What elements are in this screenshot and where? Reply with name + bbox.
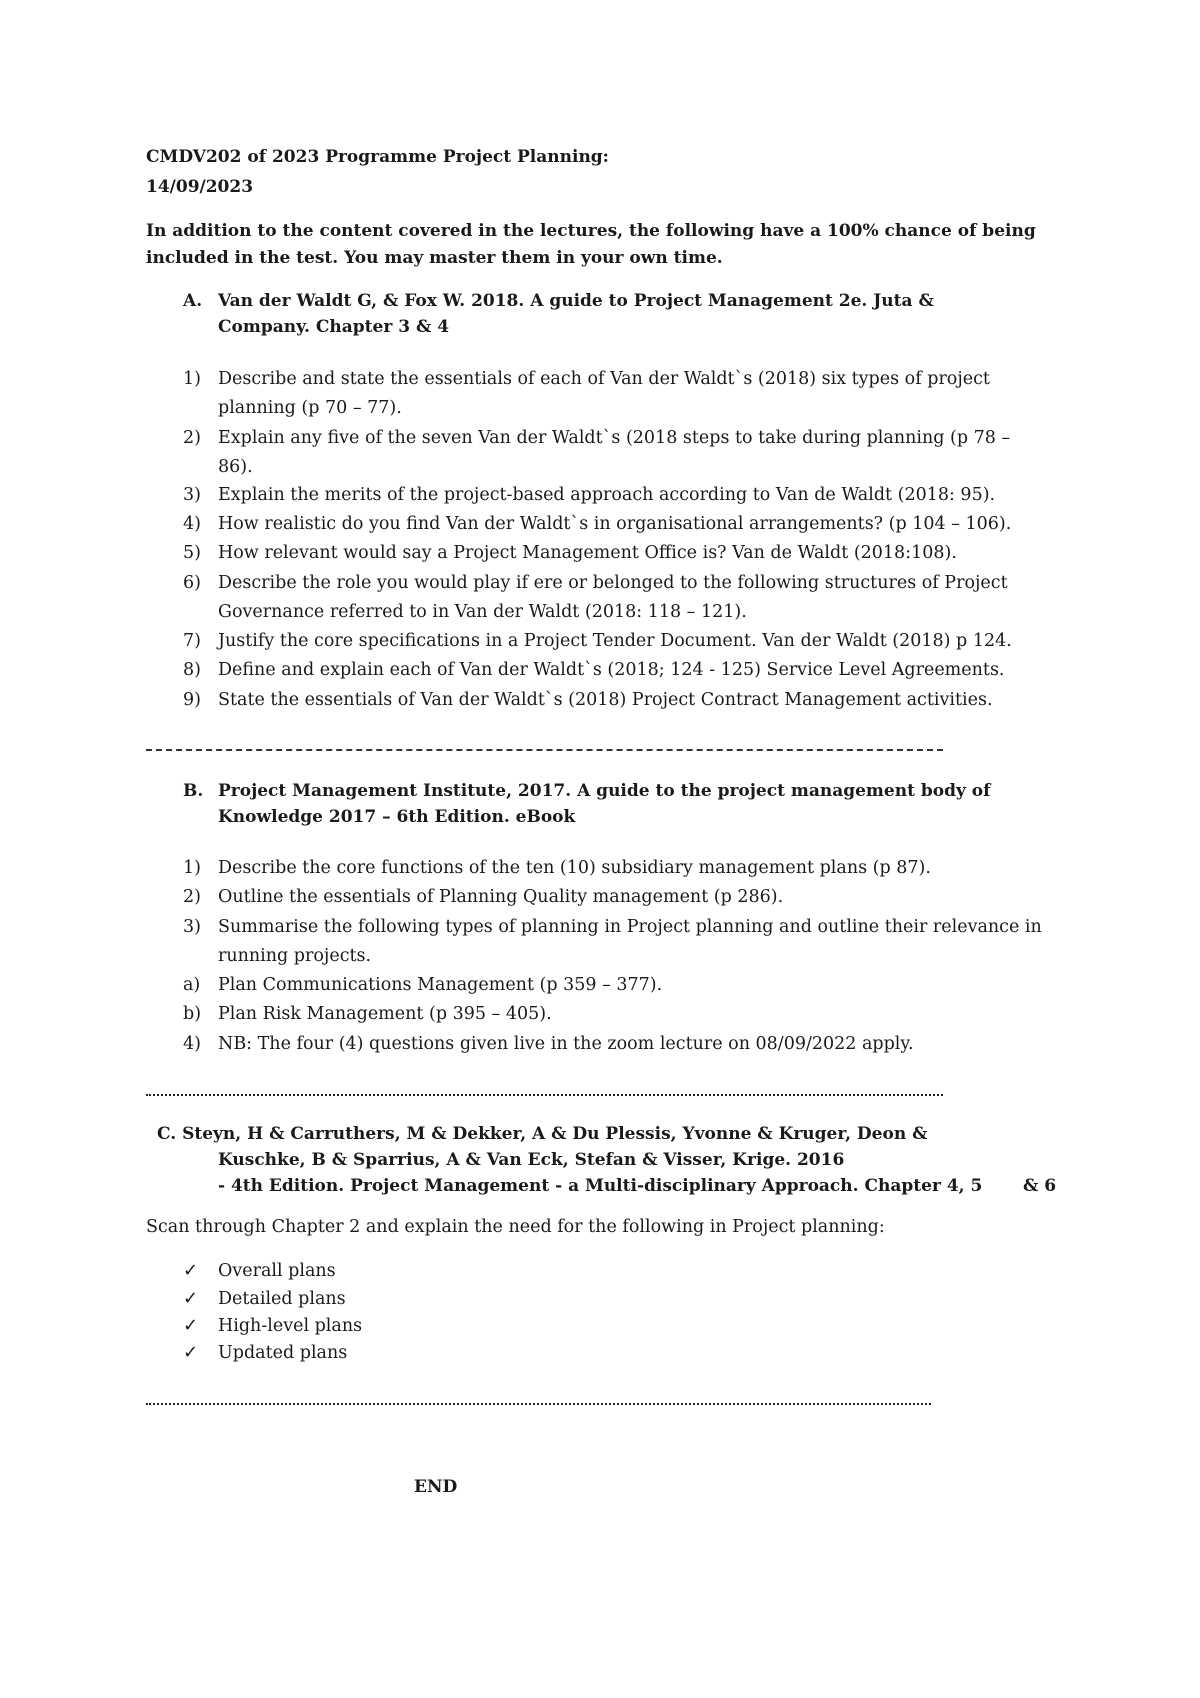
list-item-number: 4) [183,514,201,534]
document-date: 14/09/2023 [146,177,254,197]
section-b-reference-line-1: Project Management Institute, 2017. A guide to the project management body of [218,781,991,801]
list-item: How relevant would say a Project Management Office is? Van de Waldt (2018:108). [218,543,957,563]
list-item-continuation: 86). [218,457,253,477]
checkmark-icon: ✓ [183,1288,199,1309]
checkmark-icon: ✓ [183,1260,199,1281]
list-item: Justify the core specifications in a Project Tender Document. Van der Waldt (2018) p 124. [218,631,1012,651]
section-c-reference-line-1: C. Steyn, H & Carruthers, M & Dekker, A & Du Plessis, Yvonne & Kruger, Deon & [157,1124,928,1144]
list-item-number: 5) [183,543,201,563]
list-item: NB: The four (4) questions given live in the zoom lecture on 08/09/2022 apply. [218,1034,914,1054]
checklist-item: Overall plans [218,1261,336,1281]
list-item-number: 6) [183,573,201,593]
list-item-continuation: planning (p 70 – 77). [218,398,402,418]
list-item: Summarise the following types of planning in Project planning and outline their relevance in [218,917,1042,937]
list-item-number: 9) [183,690,201,710]
list-item-number: 7) [183,631,201,651]
intro-line-2: included in the test. You may master them in your own time. [146,248,723,268]
list-item-number: 3) [183,917,201,937]
closing-divider-dotted [146,1403,931,1405]
section-c-instruction: Scan through Chapter 2 and explain the need for the following in Project planning: [146,1217,885,1237]
list-item-number: 2) [183,428,201,448]
section-a-reference-line-1: Van der Waldt G, & Fox W. 2018. A guide to Project Management 2e. Juta & [218,291,934,311]
list-item: Explain any five of the seven Van der Waldt`s (2018 steps to take during planning (p 78 – [218,428,1011,448]
list-item: Describe the role you would play if ere or belonged to the following structures of Project [218,573,1008,593]
list-item: Outline the essentials of Planning Quality management (p 286). [218,887,784,907]
checkmark-icon: ✓ [183,1342,199,1363]
end-marker: END [414,1477,458,1497]
document-title: CMDV202 of 2023 Programme Project Planning: [146,147,609,167]
list-item-number: 1) [183,369,201,389]
list-item: State the essentials of Van der Waldt`s (2018) Project Contract Management activities. [218,690,993,710]
list-item: Describe and state the essentials of each of Van der Waldt`s (2018) six types of project [218,369,990,389]
list-item-number: 1) [183,858,201,878]
checklist-item: Updated plans [218,1343,348,1363]
checklist-item: High-level plans [218,1316,363,1336]
checkmark-icon: ✓ [183,1315,199,1336]
list-item-continuation: Governance referred to in Van der Waldt (2018: 118 – 121). [218,602,747,622]
list-item: Describe the core functions of the ten (10) subsidiary management plans (p 87). [218,858,931,878]
list-item-continuation: running projects. [218,946,372,966]
section-a-letter: A. [183,291,203,311]
section-a-reference-line-2: Company. Chapter 3 & 4 [218,317,450,337]
section-b-reference-line-2: Knowledge 2017 – 6th Edition. eBook [218,807,576,827]
section-divider-dashed [146,749,943,751]
list-item: Plan Risk Management (p 395 – 405). [218,1004,552,1024]
intro-line-1: In addition to the content covered in the lectures, the following have a 100% chance of being [146,221,1036,241]
list-item: Define and explain each of Van der Waldt`s (2018; 124 - 125) Service Level Agreements. [218,660,1005,680]
section-b-letter: B. [183,781,204,801]
list-item-number: 8) [183,660,201,680]
list-item-number: a) [183,975,201,995]
list-item-number: 2) [183,887,201,907]
section-divider-dotted [146,1094,943,1096]
section-c-reference-line-3: - 4th Edition. Project Management - a Multi-disciplinary Approach. Chapter 4, 5 [218,1176,983,1196]
list-item-number: 3) [183,485,201,505]
list-item-number: 4) [183,1034,201,1054]
list-item: Explain the merits of the project-based approach according to Van de Waldt (2018: 95). [218,485,996,505]
list-item-number: b) [183,1004,202,1024]
list-item: Plan Communications Management (p 359 – 377). [218,975,663,995]
section-c-reference-line-3-tail: & 6 [1023,1176,1057,1196]
list-item: How realistic do you find Van der Waldt`s in organisational arrangements? (p 104 – 106). [218,514,1012,534]
section-c-reference-line-2: Kuschke, B & Sparrius, A & Van Eck, Stefan & Visser, Krige. 2016 [218,1150,845,1170]
checklist-item: Detailed plans [218,1289,346,1309]
